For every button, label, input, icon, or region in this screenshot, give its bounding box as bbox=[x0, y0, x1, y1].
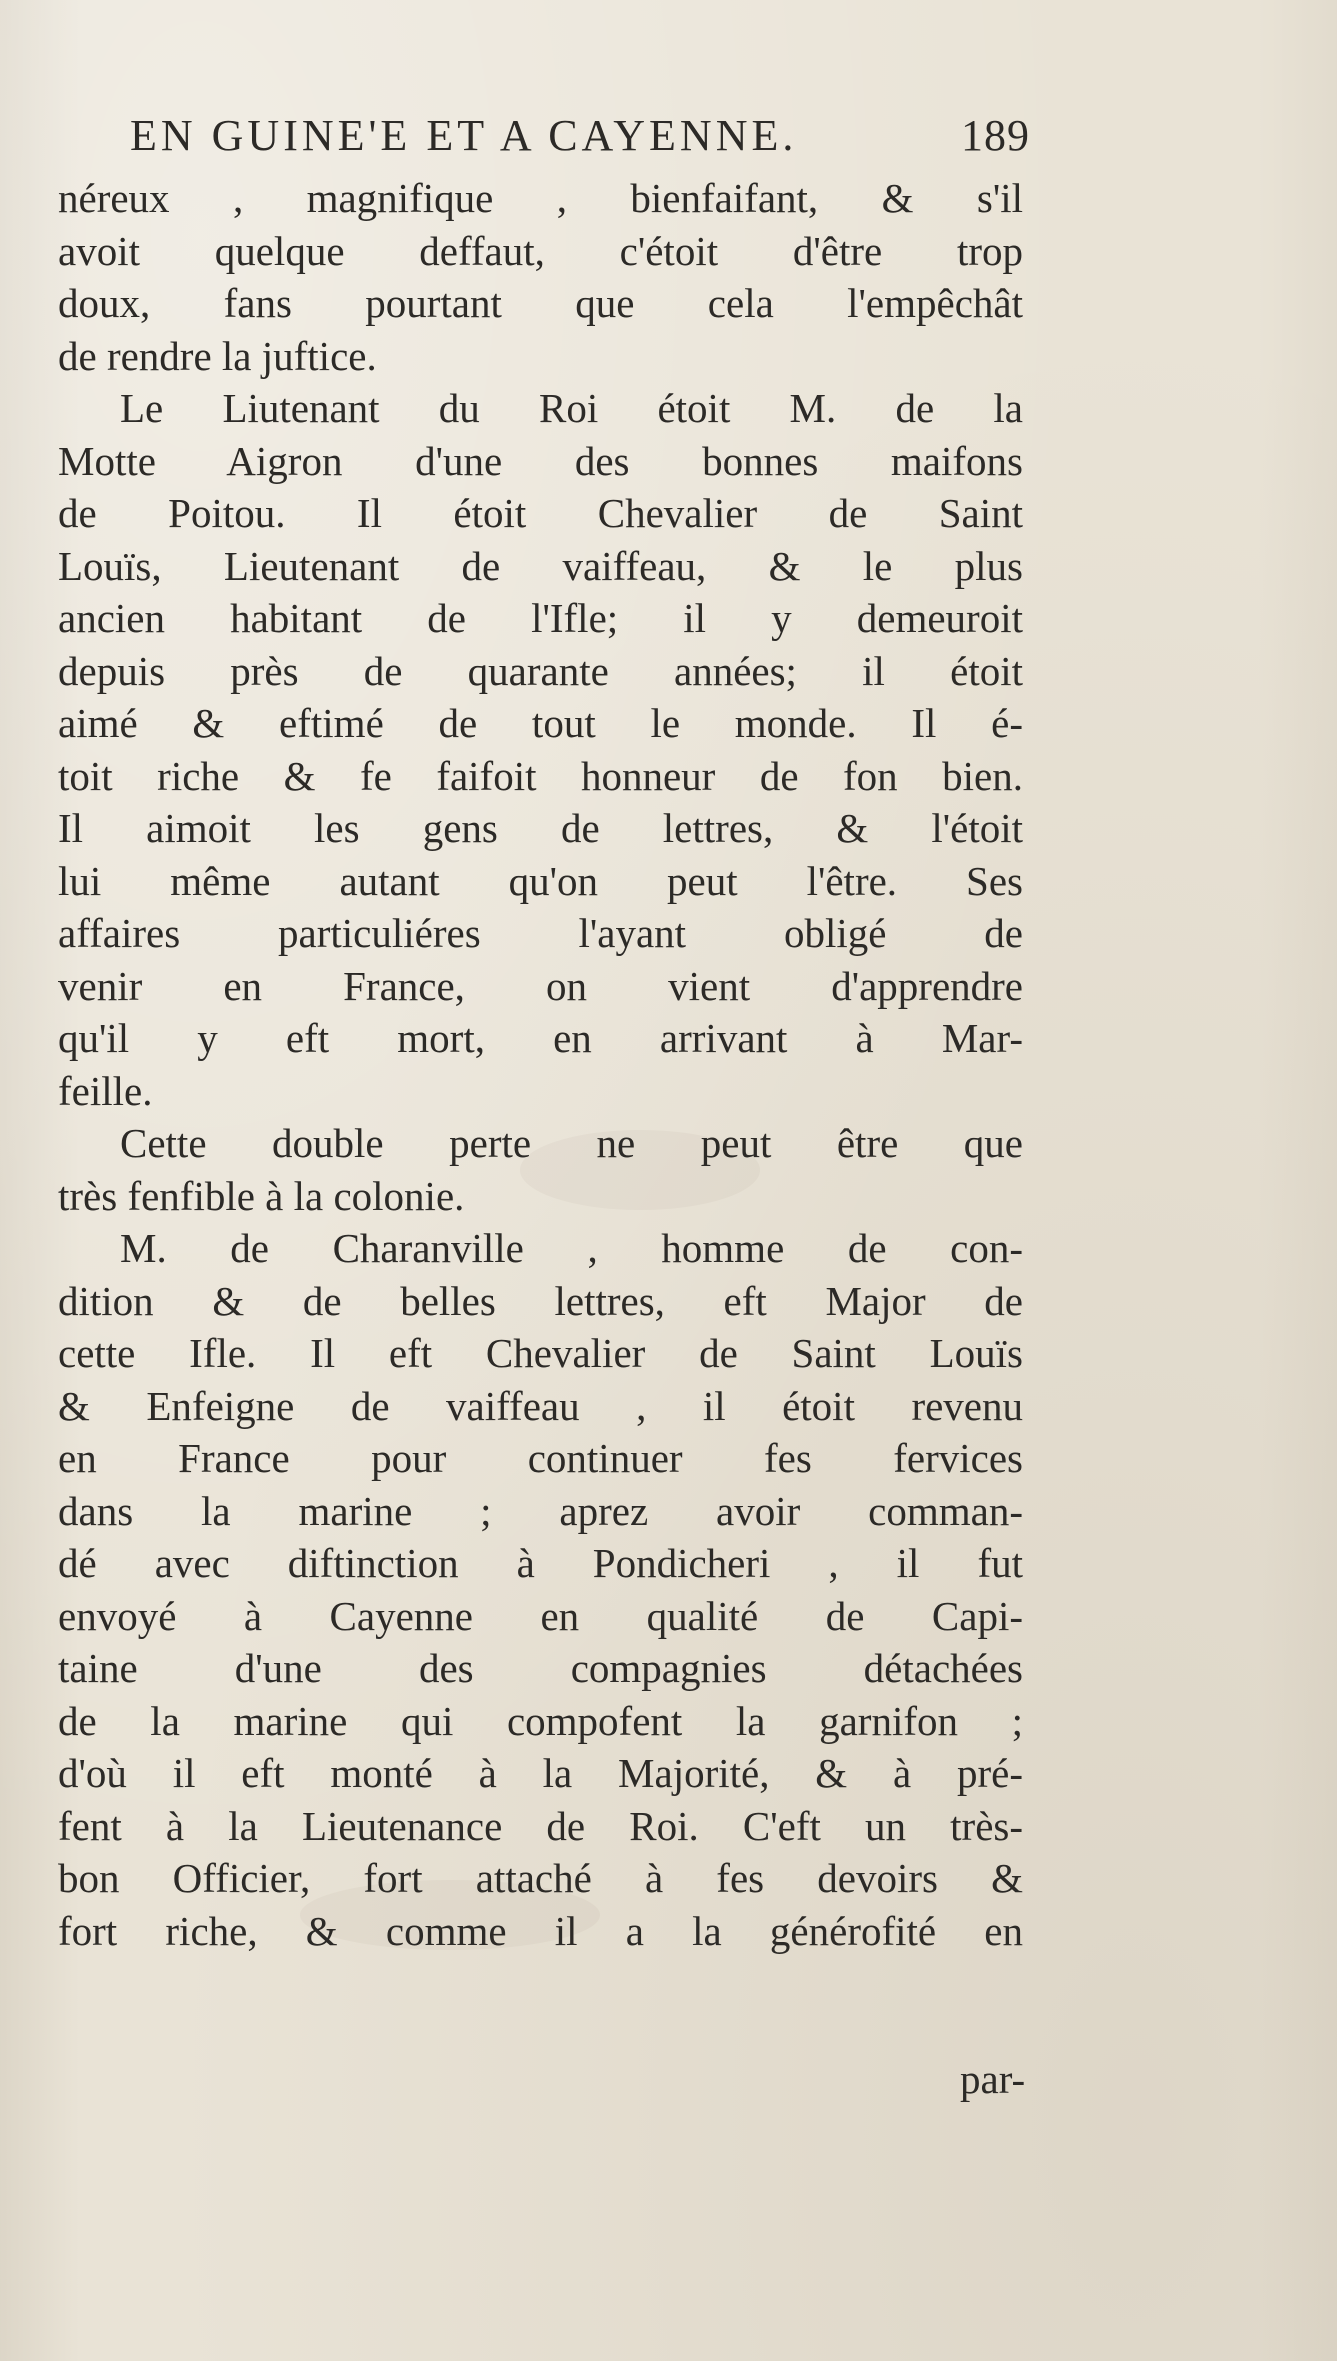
text-line: dition & de belles lettres, eft Major de bbox=[58, 1277, 1023, 1324]
text-line: d'où il eft monté à la Majorité, & à pré- bbox=[58, 1750, 1023, 1796]
text-line: qu'il y eft mort, en arrivant à Mar- bbox=[58, 1015, 1023, 1061]
text-line: bon Officier, fort attaché à fes devoirs & bbox=[58, 1855, 1023, 1901]
text-line: dé avec diftinction à Pondicheri , il fut bbox=[58, 1540, 1023, 1586]
text-line: Il aimoit les gens de lettres, & l'étoit bbox=[58, 805, 1023, 851]
text-line: de Poitou. Il étoit Chevalier de Saint bbox=[58, 490, 1023, 536]
text-line: avoit quelque deffaut, c'étoit d'être trop bbox=[58, 227, 1023, 274]
text-line: feille. bbox=[58, 1067, 153, 1114]
body-text bbox=[58, 172, 1023, 1957]
text-line: cette Ifle. Il eft Chevalier de Saint Louïs bbox=[58, 1330, 1023, 1376]
text-line: doux, fans pourtant que cela l'empêchât bbox=[58, 280, 1023, 326]
running-title: EN GUINE'E ET A CAYENNE. bbox=[130, 111, 798, 160]
text-line: taine d'une des compagnies détachées bbox=[58, 1645, 1023, 1691]
running-header bbox=[130, 110, 1030, 170]
text-line: M. de Charanville , homme de con- bbox=[120, 1225, 1023, 1271]
text-line: envoyé à Cayenne en qualité de Capi- bbox=[58, 1592, 1023, 1639]
text-line: très fenfible à la colonie. bbox=[58, 1172, 465, 1219]
text-line: fort riche, & comme il a la générofité en bbox=[58, 1907, 1023, 1954]
catchword: par- bbox=[960, 2056, 1026, 2102]
text-line: affaires particuliéres l'ayant obligé de bbox=[58, 910, 1023, 956]
text-line: Cette double perte ne peut être que bbox=[120, 1120, 1023, 1166]
text-line: ancien habitant de l'Ifle; il y demeuroit bbox=[58, 595, 1023, 641]
text-line: dans la marine ; aprez avoir comman- bbox=[58, 1487, 1023, 1534]
text-line: néreux , magnifique , bienfaifant, & s'il bbox=[58, 175, 1023, 221]
text-line: de rendre la juftice. bbox=[58, 332, 377, 379]
text-line: & Enfeigne de vaiffeau , il étoit revenu bbox=[58, 1382, 1023, 1429]
text-line: aimé & eftimé de tout le monde. Il é- bbox=[58, 700, 1023, 746]
page-number: 189 bbox=[961, 111, 1030, 160]
text-line: en France pour continuer fes fervices bbox=[58, 1435, 1023, 1481]
text-line: lui même autant qu'on peut l'être. Ses bbox=[58, 857, 1023, 904]
text-line: depuis près de quarante années; il étoit bbox=[58, 647, 1023, 694]
text-line: Le Liutenant du Roi étoit M. de la bbox=[120, 385, 1023, 431]
text-line: de la marine qui compofent la garnifon ; bbox=[58, 1697, 1023, 1744]
text-line: venir en France, on vient d'apprendre bbox=[58, 962, 1023, 1009]
text-line: fent à la Lieutenance de Roi. C'eft un très- bbox=[58, 1802, 1023, 1849]
text-line: toit riche & fe faifoit honneur de fon bien. bbox=[58, 752, 1023, 799]
text-line: Motte Aigron d'une des bonnes maifons bbox=[58, 437, 1023, 484]
text-line: Louïs, Lieutenant de vaiffeau, & le plus bbox=[58, 542, 1023, 589]
